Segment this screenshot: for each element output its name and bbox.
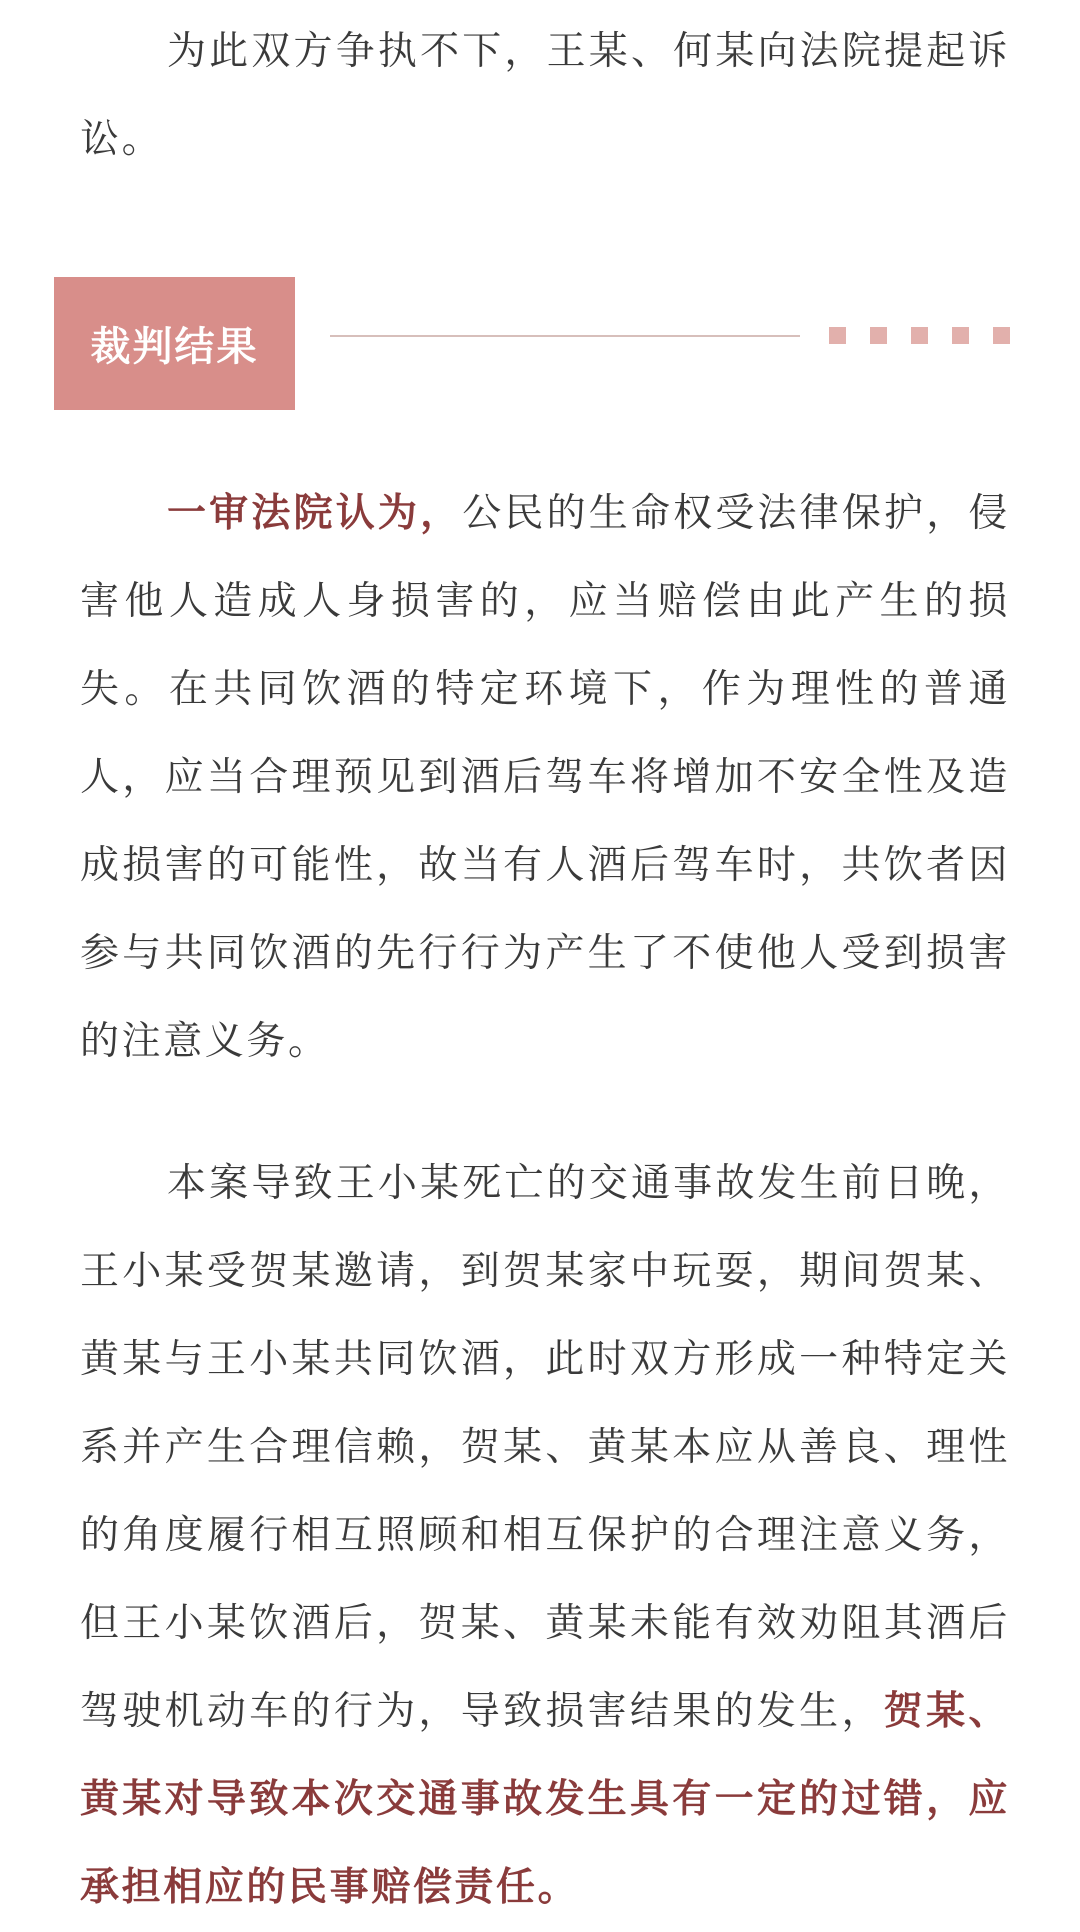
decoration-square [870, 327, 887, 344]
section-title: 裁判结果 [90, 324, 259, 370]
section-title-badge [54, 277, 295, 410]
decoration-square [952, 327, 969, 344]
paragraph-intro [80, 8, 1010, 184]
decoration-square [829, 327, 846, 344]
decoration-square [911, 327, 928, 344]
paragraph-case-analysis [80, 1140, 1010, 1932]
text-segment: 公民的生命权受法律保护，侵害他人造成人身损害的，应当赔偿由此产生的损失。在共同饮酒的特定环境下，作为理性的普通人，应当合理预见到酒后驾车将增加不安全性及造成损害的可能性，故当有人酒后驾车时，共饮者因参与共同饮酒的先行行为产生了不使他人受到损害的注意义务。 [80, 491, 1010, 1064]
paragraph-first-instance-opinion [80, 470, 1010, 1086]
decoration-square [993, 327, 1010, 344]
section-decoration-dots [829, 327, 1010, 344]
text-segment: 为此双方争执不下，王某、何某向法院提起诉讼。 [80, 29, 1010, 162]
section-divider-line [330, 335, 800, 337]
emphasis-lead: 一审法院认为， [167, 491, 463, 536]
text-segment: 本案导致王小某死亡的交通事故发生前日晚，王小某受贺某邀请，到贺某家中玩耍，期间贺某、黄某与王小某共同饮酒，此时双方形成一种特定关系并产生合理信赖，贺某、黄某本应从善良、理性的角度履行相互照顾和相互保护的合理注意义务，但王小某饮酒后，贺某、黄某未能有效劝阻其酒后驾驶机动车的行为，导致损害结果的发生， [80, 1161, 1010, 1734]
emphasis-conclusion: 贺某、黄某对导致本次交通事故发生具有一定的过错，应承担相应的民事赔偿责任。 [80, 1689, 1010, 1910]
